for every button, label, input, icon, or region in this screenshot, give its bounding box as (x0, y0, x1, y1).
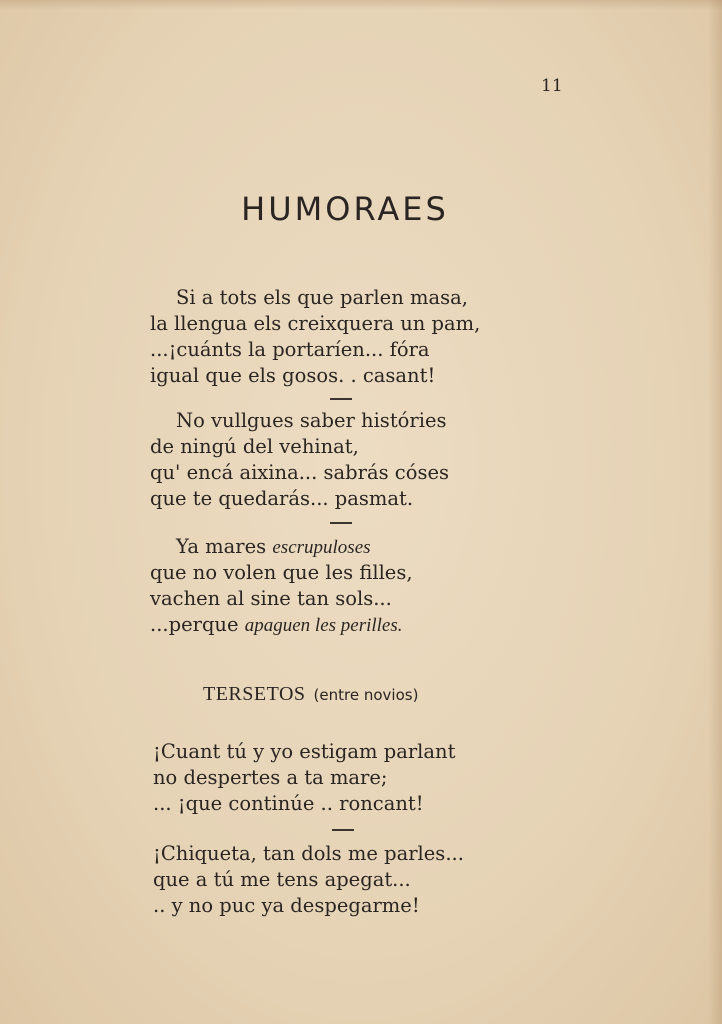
verse-line: qu' encá aixina... sabrás cóses (150, 461, 450, 484)
verse-line: ... ¡que continúe .. roncant! (153, 792, 424, 815)
stanza-separator (330, 522, 352, 524)
verse-line: que te quedarás... pasmat. (150, 487, 414, 510)
stanza-separator (330, 398, 352, 400)
verse-text: Ya mares (176, 535, 273, 558)
verse-line: no despertes a ta mare; (153, 766, 388, 789)
stanza-separator (332, 829, 354, 831)
verse-line: ¡Cuant tú y yo estigam parlant (153, 740, 456, 763)
page-edge-shadow-right (708, 0, 722, 1024)
verse-line (150, 612, 590, 638)
subtitle-title: TERSETOS (203, 683, 306, 705)
verse-line: la llengua els creixquera un pam, (150, 312, 481, 335)
verse-line (150, 534, 590, 560)
subtitle-note: (entre novios) (313, 686, 419, 704)
stanza-3 (150, 534, 590, 638)
terset-1 (153, 739, 593, 817)
verse-line: vachen al sine tan sols... (150, 587, 392, 610)
page-number: 11 (541, 76, 563, 96)
verse-line: que no volen que les filles, (150, 561, 413, 584)
verse-line: que a tú me tens apegat... (153, 868, 411, 891)
section-subtitle (203, 683, 418, 706)
stanza-1 (150, 285, 590, 389)
verse-line: ...¡cuánts la portaríen... fóra (150, 338, 430, 361)
verse-line: No vullgues saber históries (176, 409, 447, 432)
stanza-2 (150, 408, 590, 512)
verse-line: .. y no puc ya despegarme! (153, 894, 420, 917)
verse-line: de ningú del vehinat, (150, 435, 359, 458)
poem-title: HUMORAES (241, 190, 449, 228)
verse-text: ...perque (150, 613, 245, 636)
page-edge-shadow-top (0, 0, 722, 10)
verse-line: ¡Chiqueta, tan dols me parles... (153, 842, 464, 865)
verse-line: igual que els gosos. . casant! (150, 364, 436, 387)
verse-italic-text: escrupuloses (272, 537, 371, 558)
terset-2 (153, 841, 593, 919)
verse-italic-text: apaguen les perilles. (244, 615, 403, 636)
verse-line: Si a tots els que parlen masa, (176, 286, 468, 309)
